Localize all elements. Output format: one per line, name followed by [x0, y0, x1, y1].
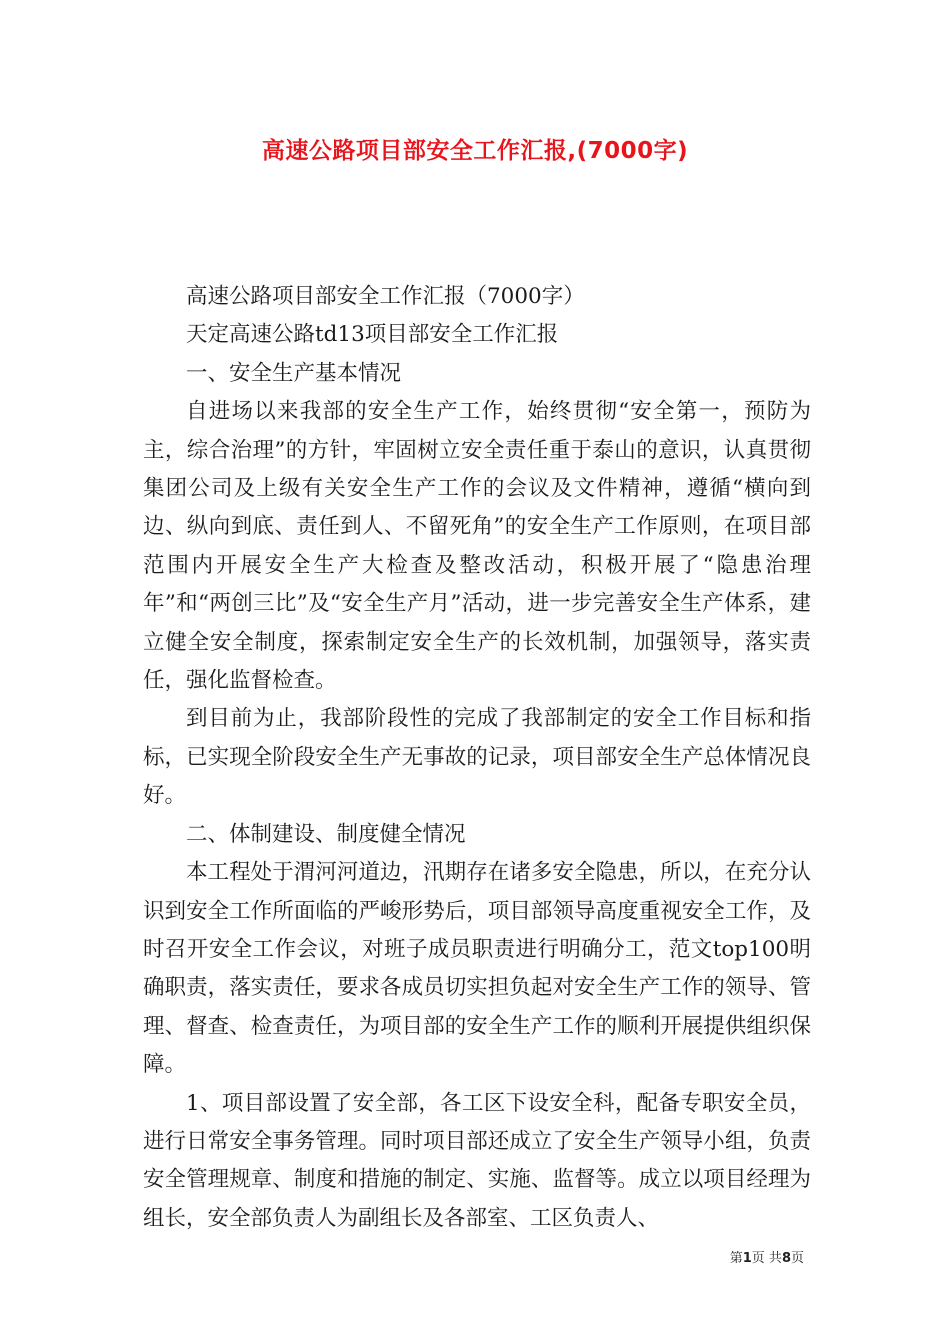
page-number-footer [730, 1247, 804, 1266]
footer-prefix: 第 [729, 1251, 743, 1266]
paragraph-report-name: 天定高速公路td13项目部安全工作汇报 [186, 322, 559, 348]
footer-total-pages: 8 [781, 1251, 791, 1266]
footer-suffix: 页 [790, 1251, 804, 1266]
footer-current-page: 1 [742, 1251, 752, 1266]
paragraph-body: 到目前为止，我部阶段性的完成了我部制定的安全工作目标和指标，已实现全阶段安全生产无事故的记录，项目部安全生产总体情况良好。 [143, 706, 811, 809]
paragraph-body: 自进场以来我部的安全生产工作，始终贯彻“安全第一，预防为主，综合治理”的方针，牢固树立安全责任重于泰山的意识，认真贯彻集团公司及上级有关安全生产工作的会议及文件精神，遵循“横向到边、纵向到底、责任到人、不留死角”的安全生产工作原则，在项目部范围内开展安全生产大检查及整改活动，积极开展了“隐患治理年”和“两创三比”及“安全生产月”活动，进一步完善安全生产体系，建立健全安全制度，探索制定安全生产的长效机制，加强领导，落实责任，强化监督检查。 [143, 399, 811, 694]
section-heading-1: 一、安全生产基本情况 [186, 360, 402, 386]
document-body [143, 278, 811, 1238]
document-title: 高速公路项目部安全工作汇报,(7000字) [261, 138, 689, 164]
paragraph-subtitle: 高速公路项目部安全工作汇报（7000字） [186, 284, 585, 309]
section-heading-2: 二、体制建设、制度健全情况 [186, 821, 466, 847]
footer-middle: 页 共 [751, 1251, 782, 1266]
paragraph-body: 1、项目部设置了安全部，各工区下设安全科，配备专职安全员，进行日常安全事务管理。同时项目部还成立了安全生产领导小组，负责安全管理规章、制度和措施的制定、实施、监督等。成立以项目经理为组长，安全部负责人为副组长及各部室、工区负责人、 [143, 1090, 811, 1231]
paragraph-body: 本工程处于渭河河道边，汛期存在诸多安全隐患，所以，在充分认识到安全工作所面临的严峻形势后，项目部领导高度重视安全工作，及时召开安全工作会议，对班子成员职责进行明确分工，范文top100明确职责，落实责任，要求各成员切实担负起对安全生产工作的领导、管理、督查、检查责任，为项目部的安全生产工作的顺利开展提供组织保障。 [143, 860, 811, 1078]
